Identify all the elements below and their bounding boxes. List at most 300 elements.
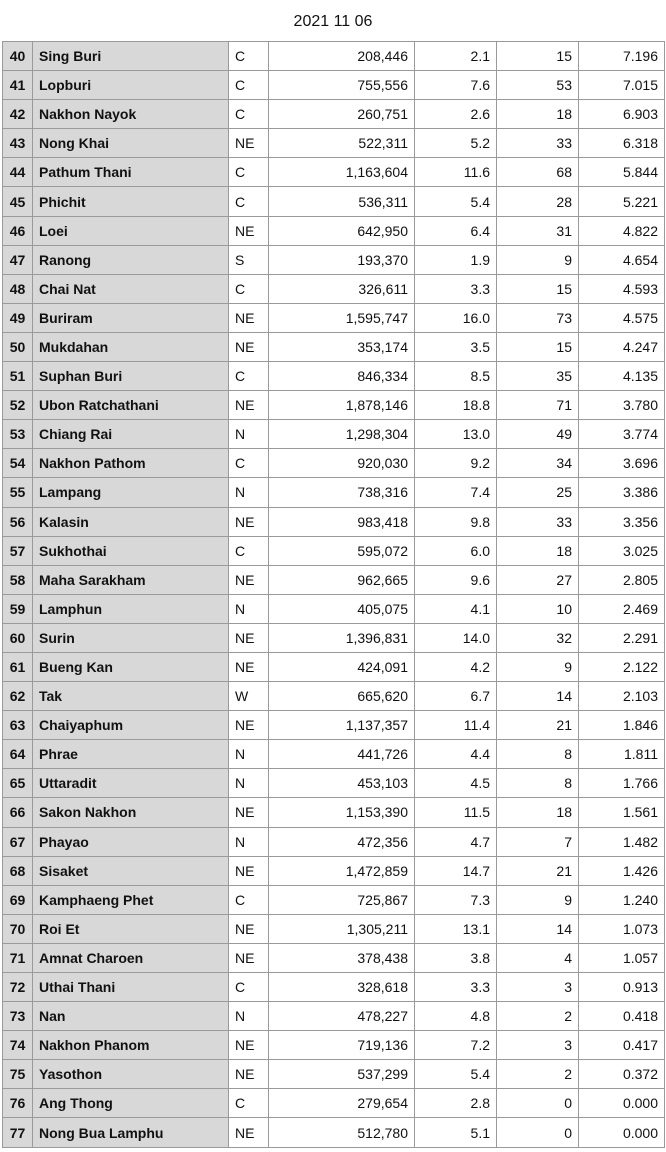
count-cell: 4 <box>497 943 579 972</box>
rank-cell: 58 <box>3 565 33 594</box>
value-cell: 5.1 <box>415 1118 497 1147</box>
value-cell: 4.4 <box>415 740 497 769</box>
population-cell: 725,867 <box>269 885 415 914</box>
province-cell: Amnat Charoen <box>33 943 229 972</box>
rank-cell: 48 <box>3 274 33 303</box>
count-cell: 10 <box>497 594 579 623</box>
table-row <box>3 274 665 303</box>
province-cell: Nakhon Phanom <box>33 1031 229 1060</box>
table-row <box>3 536 665 565</box>
population-cell: 405,075 <box>269 594 415 623</box>
rate-cell: 1.811 <box>579 740 665 769</box>
region-cell: NE <box>229 623 269 652</box>
population-cell: 537,299 <box>269 1060 415 1089</box>
rate-cell: 6.318 <box>579 129 665 158</box>
population-cell: 1,472,859 <box>269 856 415 885</box>
region-cell: NE <box>229 711 269 740</box>
province-cell: Lampang <box>33 478 229 507</box>
population-cell: 642,950 <box>269 216 415 245</box>
table-row <box>3 798 665 827</box>
table-body <box>3 42 665 1148</box>
rank-cell: 74 <box>3 1031 33 1060</box>
rate-cell: 4.593 <box>579 274 665 303</box>
population-cell: 595,072 <box>269 536 415 565</box>
table-row <box>3 652 665 681</box>
rate-cell: 0.913 <box>579 973 665 1002</box>
rank-cell: 53 <box>3 420 33 449</box>
rate-cell: 5.221 <box>579 187 665 216</box>
value-cell: 11.4 <box>415 711 497 740</box>
rate-cell: 5.844 <box>579 158 665 187</box>
rank-cell: 69 <box>3 885 33 914</box>
value-cell: 2.8 <box>415 1089 497 1118</box>
rank-cell: 70 <box>3 914 33 943</box>
value-cell: 4.2 <box>415 652 497 681</box>
rank-cell: 52 <box>3 391 33 420</box>
value-cell: 3.8 <box>415 943 497 972</box>
table-row <box>3 594 665 623</box>
region-cell: C <box>229 71 269 100</box>
count-cell: 33 <box>497 129 579 158</box>
province-cell: Sing Buri <box>33 42 229 71</box>
province-cell: Chiang Rai <box>33 420 229 449</box>
population-cell: 522,311 <box>269 129 415 158</box>
rate-cell: 2.122 <box>579 652 665 681</box>
region-cell: N <box>229 478 269 507</box>
region-cell: NE <box>229 129 269 158</box>
population-cell: 1,396,831 <box>269 623 415 652</box>
population-cell: 1,305,211 <box>269 914 415 943</box>
count-cell: 8 <box>497 769 579 798</box>
province-cell: Maha Sarakham <box>33 565 229 594</box>
rate-cell: 6.903 <box>579 100 665 129</box>
table-row <box>3 565 665 594</box>
region-cell: N <box>229 1002 269 1031</box>
region-cell: C <box>229 158 269 187</box>
rank-cell: 67 <box>3 827 33 856</box>
province-cell: Sisaket <box>33 856 229 885</box>
region-cell: NE <box>229 856 269 885</box>
table-row <box>3 827 665 856</box>
table-row <box>3 1089 665 1118</box>
table-row <box>3 362 665 391</box>
province-cell: Lopburi <box>33 71 229 100</box>
count-cell: 73 <box>497 303 579 332</box>
province-cell: Chai Nat <box>33 274 229 303</box>
count-cell: 14 <box>497 914 579 943</box>
population-cell: 472,356 <box>269 827 415 856</box>
rate-cell: 4.135 <box>579 362 665 391</box>
province-cell: Nakhon Nayok <box>33 100 229 129</box>
value-cell: 4.8 <box>415 1002 497 1031</box>
population-cell: 1,153,390 <box>269 798 415 827</box>
region-cell: C <box>229 187 269 216</box>
count-cell: 34 <box>497 449 579 478</box>
table-row <box>3 100 665 129</box>
table-row <box>3 740 665 769</box>
value-cell: 3.3 <box>415 973 497 1002</box>
table-row <box>3 711 665 740</box>
province-cell: Phrae <box>33 740 229 769</box>
count-cell: 28 <box>497 187 579 216</box>
rate-cell: 2.469 <box>579 594 665 623</box>
value-cell: 5.4 <box>415 187 497 216</box>
count-cell: 8 <box>497 740 579 769</box>
table-row <box>3 391 665 420</box>
value-cell: 8.5 <box>415 362 497 391</box>
rate-cell: 3.780 <box>579 391 665 420</box>
rate-cell: 3.356 <box>579 507 665 536</box>
rank-cell: 66 <box>3 798 33 827</box>
rate-cell: 3.025 <box>579 536 665 565</box>
value-cell: 7.3 <box>415 885 497 914</box>
population-cell: 326,611 <box>269 274 415 303</box>
rate-cell: 2.103 <box>579 682 665 711</box>
count-cell: 18 <box>497 100 579 129</box>
region-cell: C <box>229 1089 269 1118</box>
population-cell: 755,556 <box>269 71 415 100</box>
province-cell: Ubon Ratchathani <box>33 391 229 420</box>
rank-cell: 51 <box>3 362 33 391</box>
count-cell: 3 <box>497 1031 579 1060</box>
rank-cell: 40 <box>3 42 33 71</box>
value-cell: 5.2 <box>415 129 497 158</box>
region-cell: S <box>229 245 269 274</box>
count-cell: 0 <box>497 1118 579 1147</box>
count-cell: 3 <box>497 973 579 1002</box>
rank-cell: 43 <box>3 129 33 158</box>
province-cell: Phayao <box>33 827 229 856</box>
value-cell: 9.2 <box>415 449 497 478</box>
value-cell: 6.4 <box>415 216 497 245</box>
count-cell: 27 <box>497 565 579 594</box>
region-cell: NE <box>229 943 269 972</box>
rate-cell: 4.654 <box>579 245 665 274</box>
count-cell: 14 <box>497 682 579 711</box>
region-cell: C <box>229 274 269 303</box>
province-cell: Tak <box>33 682 229 711</box>
count-cell: 15 <box>497 42 579 71</box>
table-row <box>3 973 665 1002</box>
count-cell: 15 <box>497 274 579 303</box>
region-cell: W <box>229 682 269 711</box>
value-cell: 5.4 <box>415 1060 497 1089</box>
region-cell: NE <box>229 1118 269 1147</box>
count-cell: 15 <box>497 332 579 361</box>
region-cell: NE <box>229 332 269 361</box>
population-cell: 353,174 <box>269 332 415 361</box>
population-cell: 378,438 <box>269 943 415 972</box>
province-cell: Nan <box>33 1002 229 1031</box>
rate-cell: 0.417 <box>579 1031 665 1060</box>
region-cell: NE <box>229 652 269 681</box>
table-row <box>3 1060 665 1089</box>
population-cell: 1,595,747 <box>269 303 415 332</box>
rank-cell: 57 <box>3 536 33 565</box>
rank-cell: 45 <box>3 187 33 216</box>
population-cell: 441,726 <box>269 740 415 769</box>
value-cell: 2.1 <box>415 42 497 71</box>
rank-cell: 68 <box>3 856 33 885</box>
value-cell: 11.6 <box>415 158 497 187</box>
rate-cell: 1.561 <box>579 798 665 827</box>
rate-cell: 7.196 <box>579 42 665 71</box>
region-cell: C <box>229 449 269 478</box>
rate-cell: 0.000 <box>579 1118 665 1147</box>
population-cell: 424,091 <box>269 652 415 681</box>
rate-cell: 4.247 <box>579 332 665 361</box>
count-cell: 53 <box>497 71 579 100</box>
province-cell: Ang Thong <box>33 1089 229 1118</box>
table-row <box>3 885 665 914</box>
table-row <box>3 42 665 71</box>
province-cell: Yasothon <box>33 1060 229 1089</box>
province-cell: Sakon Nakhon <box>33 798 229 827</box>
rank-cell: 49 <box>3 303 33 332</box>
region-cell: NE <box>229 565 269 594</box>
region-cell: C <box>229 362 269 391</box>
population-cell: 962,665 <box>269 565 415 594</box>
count-cell: 68 <box>497 158 579 187</box>
rate-cell: 1.766 <box>579 769 665 798</box>
population-cell: 846,334 <box>269 362 415 391</box>
table-row <box>3 71 665 100</box>
rank-cell: 41 <box>3 71 33 100</box>
table-row <box>3 943 665 972</box>
rank-cell: 75 <box>3 1060 33 1089</box>
region-cell: C <box>229 885 269 914</box>
table-row <box>3 1002 665 1031</box>
value-cell: 3.5 <box>415 332 497 361</box>
population-cell: 279,654 <box>269 1089 415 1118</box>
table-row <box>3 129 665 158</box>
population-cell: 738,316 <box>269 478 415 507</box>
population-cell: 1,298,304 <box>269 420 415 449</box>
province-cell: Surin <box>33 623 229 652</box>
value-cell: 4.5 <box>415 769 497 798</box>
province-table <box>2 41 665 1148</box>
rate-cell: 3.386 <box>579 478 665 507</box>
population-cell: 208,446 <box>269 42 415 71</box>
province-cell: Uthai Thani <box>33 973 229 1002</box>
rank-cell: 59 <box>3 594 33 623</box>
province-cell: Kamphaeng Phet <box>33 885 229 914</box>
rank-cell: 71 <box>3 943 33 972</box>
count-cell: 21 <box>497 856 579 885</box>
table-row <box>3 449 665 478</box>
province-cell: Loei <box>33 216 229 245</box>
rank-cell: 63 <box>3 711 33 740</box>
count-cell: 32 <box>497 623 579 652</box>
table-row <box>3 216 665 245</box>
table-row <box>3 623 665 652</box>
region-cell: N <box>229 769 269 798</box>
value-cell: 9.6 <box>415 565 497 594</box>
count-cell: 9 <box>497 885 579 914</box>
rank-cell: 55 <box>3 478 33 507</box>
rank-cell: 61 <box>3 652 33 681</box>
count-cell: 9 <box>497 245 579 274</box>
value-cell: 18.8 <box>415 391 497 420</box>
rate-cell: 0.372 <box>579 1060 665 1089</box>
value-cell: 1.9 <box>415 245 497 274</box>
population-cell: 512,780 <box>269 1118 415 1147</box>
rank-cell: 47 <box>3 245 33 274</box>
province-cell: Phichit <box>33 187 229 216</box>
count-cell: 49 <box>497 420 579 449</box>
province-cell: Lamphun <box>33 594 229 623</box>
region-cell: NE <box>229 1031 269 1060</box>
value-cell: 7.6 <box>415 71 497 100</box>
value-cell: 13.1 <box>415 914 497 943</box>
rank-cell: 77 <box>3 1118 33 1147</box>
population-cell: 920,030 <box>269 449 415 478</box>
region-cell: NE <box>229 798 269 827</box>
region-cell: NE <box>229 507 269 536</box>
table-row <box>3 332 665 361</box>
rank-cell: 56 <box>3 507 33 536</box>
population-cell: 328,618 <box>269 973 415 1002</box>
province-cell: Buriram <box>33 303 229 332</box>
rate-cell: 1.846 <box>579 711 665 740</box>
count-cell: 31 <box>497 216 579 245</box>
value-cell: 14.7 <box>415 856 497 885</box>
table-row <box>3 245 665 274</box>
rank-cell: 46 <box>3 216 33 245</box>
count-cell: 71 <box>497 391 579 420</box>
value-cell: 7.4 <box>415 478 497 507</box>
value-cell: 3.3 <box>415 274 497 303</box>
rank-cell: 62 <box>3 682 33 711</box>
rank-cell: 54 <box>3 449 33 478</box>
region-cell: NE <box>229 303 269 332</box>
province-cell: Ranong <box>33 245 229 274</box>
rate-cell: 1.073 <box>579 914 665 943</box>
table-row <box>3 158 665 187</box>
value-cell: 4.7 <box>415 827 497 856</box>
rate-cell: 4.575 <box>579 303 665 332</box>
province-cell: Suphan Buri <box>33 362 229 391</box>
province-cell: Nakhon Pathom <box>33 449 229 478</box>
rank-cell: 76 <box>3 1089 33 1118</box>
population-cell: 193,370 <box>269 245 415 274</box>
table-row <box>3 303 665 332</box>
count-cell: 35 <box>497 362 579 391</box>
value-cell: 7.2 <box>415 1031 497 1060</box>
table-row <box>3 914 665 943</box>
table-row <box>3 507 665 536</box>
province-cell: Chaiyaphum <box>33 711 229 740</box>
table-row <box>3 187 665 216</box>
region-cell: NE <box>229 914 269 943</box>
population-cell: 719,136 <box>269 1031 415 1060</box>
region-cell: NE <box>229 216 269 245</box>
region-cell: C <box>229 536 269 565</box>
province-cell: Roi Et <box>33 914 229 943</box>
value-cell: 6.7 <box>415 682 497 711</box>
value-cell: 4.1 <box>415 594 497 623</box>
rate-cell: 2.805 <box>579 565 665 594</box>
count-cell: 0 <box>497 1089 579 1118</box>
count-cell: 21 <box>497 711 579 740</box>
count-cell: 2 <box>497 1060 579 1089</box>
rate-cell: 7.015 <box>579 71 665 100</box>
value-cell: 14.0 <box>415 623 497 652</box>
table-row <box>3 1118 665 1147</box>
region-cell: N <box>229 594 269 623</box>
province-cell: Uttaradit <box>33 769 229 798</box>
rate-cell: 1.240 <box>579 885 665 914</box>
province-cell: Bueng Kan <box>33 652 229 681</box>
rank-cell: 42 <box>3 100 33 129</box>
rank-cell: 44 <box>3 158 33 187</box>
rate-cell: 4.822 <box>579 216 665 245</box>
value-cell: 11.5 <box>415 798 497 827</box>
region-cell: C <box>229 973 269 1002</box>
count-cell: 2 <box>497 1002 579 1031</box>
region-cell: N <box>229 420 269 449</box>
value-cell: 6.0 <box>415 536 497 565</box>
population-cell: 536,311 <box>269 187 415 216</box>
province-cell: Pathum Thani <box>33 158 229 187</box>
count-cell: 9 <box>497 652 579 681</box>
population-cell: 453,103 <box>269 769 415 798</box>
table-row <box>3 682 665 711</box>
value-cell: 13.0 <box>415 420 497 449</box>
count-cell: 7 <box>497 827 579 856</box>
table-row <box>3 856 665 885</box>
population-cell: 478,227 <box>269 1002 415 1031</box>
value-cell: 9.8 <box>415 507 497 536</box>
rank-cell: 50 <box>3 332 33 361</box>
rate-cell: 3.774 <box>579 420 665 449</box>
region-cell: NE <box>229 391 269 420</box>
population-cell: 260,751 <box>269 100 415 129</box>
rank-cell: 72 <box>3 973 33 1002</box>
count-cell: 18 <box>497 536 579 565</box>
count-cell: 18 <box>497 798 579 827</box>
population-cell: 1,163,604 <box>269 158 415 187</box>
count-cell: 33 <box>497 507 579 536</box>
count-cell: 25 <box>497 478 579 507</box>
region-cell: N <box>229 740 269 769</box>
rate-cell: 0.418 <box>579 1002 665 1031</box>
region-cell: N <box>229 827 269 856</box>
table-row <box>3 478 665 507</box>
rank-cell: 73 <box>3 1002 33 1031</box>
rate-cell: 1.482 <box>579 827 665 856</box>
region-cell: C <box>229 100 269 129</box>
province-cell: Nong Bua Lamphu <box>33 1118 229 1147</box>
population-cell: 1,878,146 <box>269 391 415 420</box>
population-cell: 983,418 <box>269 507 415 536</box>
province-cell: Kalasin <box>33 507 229 536</box>
province-cell: Nong Khai <box>33 129 229 158</box>
rank-cell: 64 <box>3 740 33 769</box>
region-cell: C <box>229 42 269 71</box>
region-cell: NE <box>229 1060 269 1089</box>
value-cell: 16.0 <box>415 303 497 332</box>
table-row <box>3 1031 665 1060</box>
rank-cell: 65 <box>3 769 33 798</box>
table-row <box>3 769 665 798</box>
rate-cell: 3.696 <box>579 449 665 478</box>
province-cell: Mukdahan <box>33 332 229 361</box>
table-row <box>3 420 665 449</box>
rate-cell: 0.000 <box>579 1089 665 1118</box>
rate-cell: 1.057 <box>579 943 665 972</box>
province-cell: Sukhothai <box>33 536 229 565</box>
